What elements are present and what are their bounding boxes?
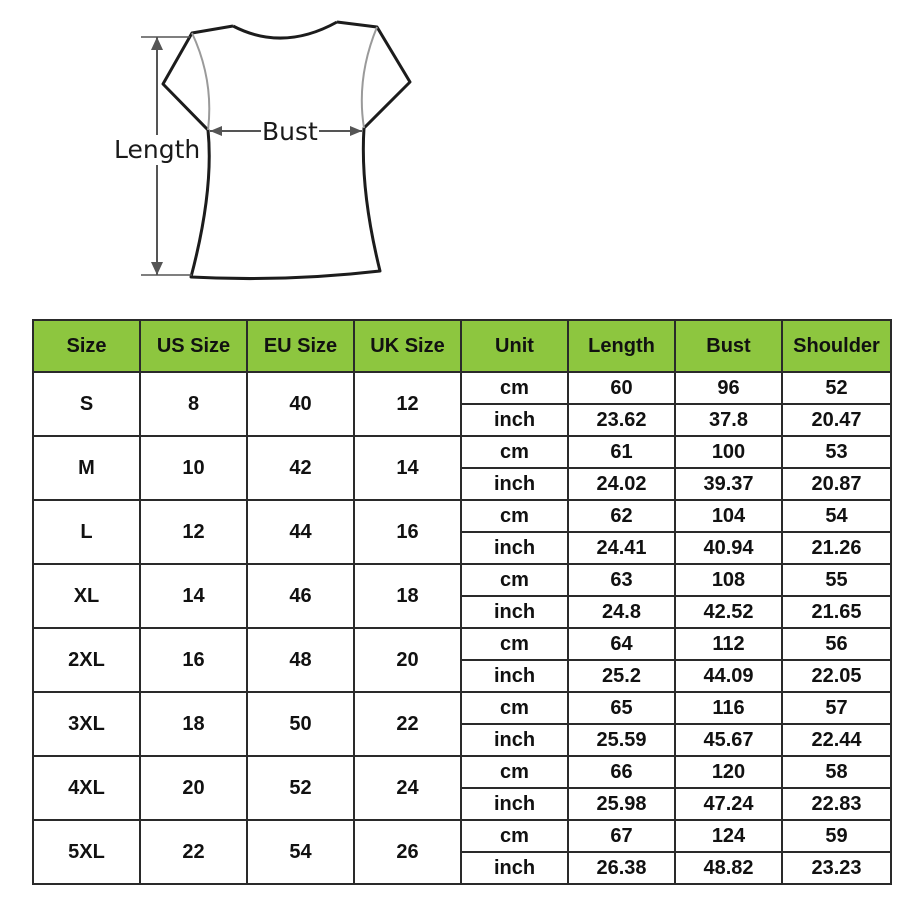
uk-size-cell: 26 (354, 820, 461, 884)
bust-cell: 48.82 (675, 852, 782, 884)
shoulder-cell: 57 (782, 692, 891, 724)
shoulder-cell: 52 (782, 372, 891, 404)
header-length: Length (568, 320, 675, 372)
shoulder-cell: 22.05 (782, 660, 891, 692)
eu-size-cell: 50 (247, 692, 354, 756)
bust-cell: 45.67 (675, 724, 782, 756)
size-cell: 5XL (33, 820, 140, 884)
length-cell: 23.62 (568, 404, 675, 436)
us-size-cell: 8 (140, 372, 247, 436)
shoulder-cell: 22.83 (782, 788, 891, 820)
length-cell: 24.02 (568, 468, 675, 500)
header-bust: Bust (675, 320, 782, 372)
size-cell: 3XL (33, 692, 140, 756)
shoulder-cell: 20.87 (782, 468, 891, 500)
bust-label: Bust (262, 117, 318, 146)
bust-cell: 42.52 (675, 596, 782, 628)
eu-size-cell: 44 (247, 500, 354, 564)
bust-cell: 120 (675, 756, 782, 788)
bust-cell: 104 (675, 500, 782, 532)
unit-cell: cm (461, 628, 568, 660)
shoulder-cell: 23.23 (782, 852, 891, 884)
table-row (33, 564, 891, 596)
unit-cell: cm (461, 500, 568, 532)
bust-cell: 47.24 (675, 788, 782, 820)
bust-cell: 39.37 (675, 468, 782, 500)
shoulder-cell: 59 (782, 820, 891, 852)
uk-size-cell: 18 (354, 564, 461, 628)
table-row (33, 628, 891, 660)
shoulder-cell: 21.26 (782, 532, 891, 564)
eu-size-cell: 46 (247, 564, 354, 628)
us-size-cell: 18 (140, 692, 247, 756)
uk-size-cell: 16 (354, 500, 461, 564)
shoulder-cell: 54 (782, 500, 891, 532)
unit-cell: inch (461, 852, 568, 884)
length-cell: 60 (568, 372, 675, 404)
length-cell: 66 (568, 756, 675, 788)
size-cell: L (33, 500, 140, 564)
bust-cell: 40.94 (675, 532, 782, 564)
header-uk-size: UK Size (354, 320, 461, 372)
unit-cell: inch (461, 660, 568, 692)
us-size-cell: 22 (140, 820, 247, 884)
uk-size-cell: 22 (354, 692, 461, 756)
table-row (33, 436, 891, 468)
bust-cell: 112 (675, 628, 782, 660)
shoulder-cell: 55 (782, 564, 891, 596)
length-cell: 25.59 (568, 724, 675, 756)
us-size-cell: 10 (140, 436, 247, 500)
table-row (33, 372, 891, 404)
unit-cell: cm (461, 692, 568, 724)
us-size-cell: 16 (140, 628, 247, 692)
us-size-cell: 20 (140, 756, 247, 820)
shoulder-cell: 56 (782, 628, 891, 660)
unit-cell: inch (461, 724, 568, 756)
eu-size-cell: 42 (247, 436, 354, 500)
uk-size-cell: 24 (354, 756, 461, 820)
eu-size-cell: 52 (247, 756, 354, 820)
length-cell: 65 (568, 692, 675, 724)
length-cell: 25.98 (568, 788, 675, 820)
bust-cell: 37.8 (675, 404, 782, 436)
uk-size-cell: 20 (354, 628, 461, 692)
eu-size-cell: 54 (247, 820, 354, 884)
header-unit: Unit (461, 320, 568, 372)
bust-cell: 44.09 (675, 660, 782, 692)
length-label: Length (114, 135, 201, 164)
uk-size-cell: 12 (354, 372, 461, 436)
eu-size-cell: 40 (247, 372, 354, 436)
bust-cell: 96 (675, 372, 782, 404)
size-cell: M (33, 436, 140, 500)
header-us-size: US Size (140, 320, 247, 372)
unit-cell: cm (461, 820, 568, 852)
table-row (33, 820, 891, 852)
unit-cell: inch (461, 788, 568, 820)
unit-cell: cm (461, 372, 568, 404)
unit-cell: inch (461, 596, 568, 628)
unit-cell: inch (461, 468, 568, 500)
length-cell: 24.8 (568, 596, 675, 628)
table-row (33, 692, 891, 724)
unit-cell: inch (461, 404, 568, 436)
size-cell: XL (33, 564, 140, 628)
table-row (33, 500, 891, 532)
eu-size-cell: 48 (247, 628, 354, 692)
size-chart-table (32, 319, 892, 885)
shoulder-cell: 53 (782, 436, 891, 468)
length-cell: 64 (568, 628, 675, 660)
unit-cell: cm (461, 564, 568, 596)
unit-cell: inch (461, 532, 568, 564)
length-cell: 24.41 (568, 532, 675, 564)
us-size-cell: 12 (140, 500, 247, 564)
shoulder-cell: 21.65 (782, 596, 891, 628)
header-eu-size: EU Size (247, 320, 354, 372)
header-shoulder: Shoulder (782, 320, 891, 372)
unit-cell: cm (461, 756, 568, 788)
header-size: Size (33, 320, 140, 372)
length-cell: 25.2 (568, 660, 675, 692)
length-cell: 62 (568, 500, 675, 532)
shoulder-cell: 22.44 (782, 724, 891, 756)
bust-cell: 116 (675, 692, 782, 724)
bust-cell: 108 (675, 564, 782, 596)
size-cell: 4XL (33, 756, 140, 820)
size-cell: S (33, 372, 140, 436)
unit-cell: cm (461, 436, 568, 468)
shoulder-cell: 20.47 (782, 404, 891, 436)
uk-size-cell: 14 (354, 436, 461, 500)
bust-cell: 100 (675, 436, 782, 468)
us-size-cell: 14 (140, 564, 247, 628)
size-cell: 2XL (33, 628, 140, 692)
table-row (33, 756, 891, 788)
table-header-row (33, 320, 891, 372)
length-cell: 67 (568, 820, 675, 852)
length-cell: 63 (568, 564, 675, 596)
length-cell: 26.38 (568, 852, 675, 884)
length-cell: 61 (568, 436, 675, 468)
bust-cell: 124 (675, 820, 782, 852)
shoulder-cell: 58 (782, 756, 891, 788)
tshirt-diagram (0, 0, 921, 300)
